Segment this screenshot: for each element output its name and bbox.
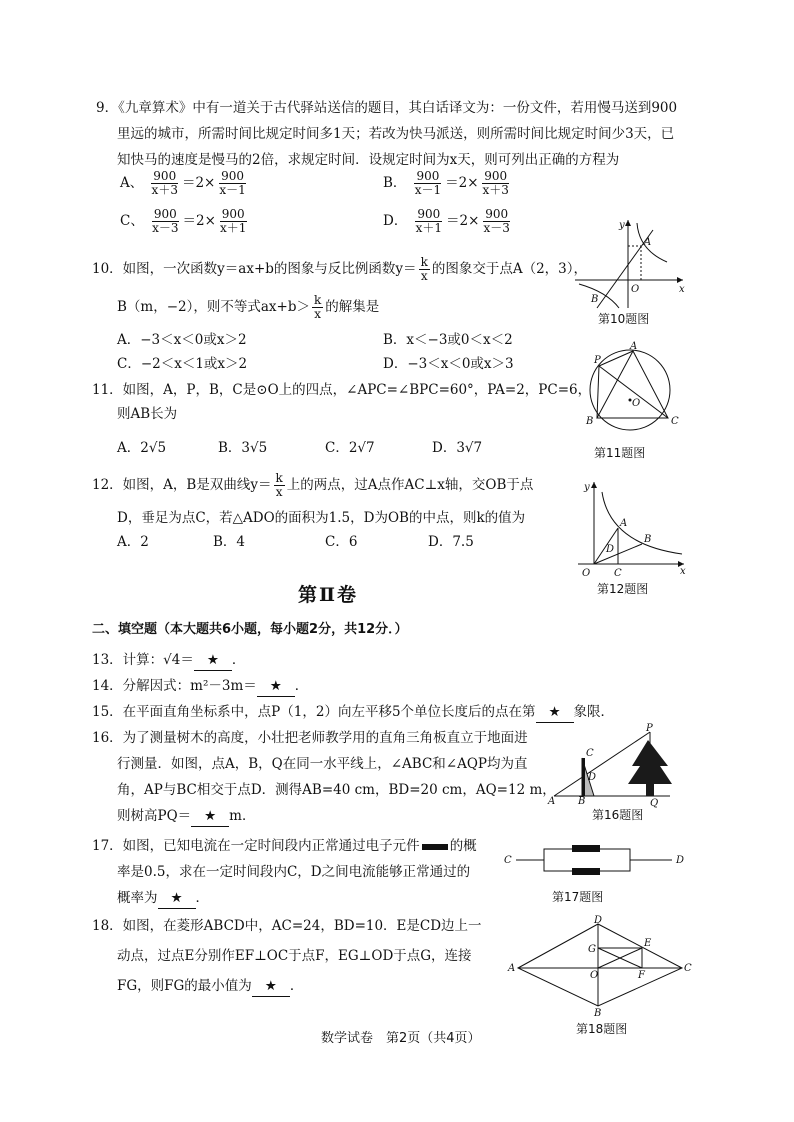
svg-text:A: A: [548, 796, 556, 807]
q12-option-d: D．7.5: [428, 534, 474, 550]
q17-blank: ★: [158, 888, 196, 909]
electronic-component-icon: [422, 844, 448, 850]
svg-text:G: G: [588, 944, 596, 955]
q16-line1: 16．为了测量树木的高度，小壮把老师教学用的直角三角板直立于地面进: [92, 730, 528, 746]
q11-figure: [582, 341, 682, 436]
q11-line2: 则AB长为: [117, 406, 178, 422]
page-footer: 数学试卷 第2页（共4页）: [321, 1031, 481, 1046]
svg-text:y: y: [584, 482, 590, 493]
q11-option-b: B．3√5: [218, 440, 268, 456]
svg-text:C: C: [684, 963, 692, 974]
q10-figure: [575, 218, 685, 310]
q9-option-d: D． $\frac{900}{x+1}$ ＝2× $\frac{900}{x-3}$: [383, 207, 510, 235]
svg-text:y: y: [619, 220, 625, 231]
q11-line1: 11．如图，A，P，B，C是⊙O上的四点，∠APC=∠BPC=60°，PA=2，PC=6，: [92, 382, 592, 398]
q12-figure: [570, 480, 688, 579]
q16-caption: 第16题图: [592, 808, 644, 822]
q14-blank: ★: [257, 676, 295, 697]
svg-text:x: x: [680, 566, 686, 577]
svg-text:P: P: [646, 723, 653, 734]
q12-line2: D，垂足为点C，若△ADO的面积为1.5，D为OB的中点，则k的值为: [117, 510, 526, 526]
svg-text:P: P: [594, 355, 601, 366]
q18-blank: ★: [252, 976, 290, 997]
q18-caption: 第18题图: [576, 1022, 628, 1036]
svg-text:F: F: [638, 970, 645, 981]
svg-text:D: D: [594, 915, 603, 926]
q17-line1: 17．如图，已知电流在一定时间段内正常通过电子元件 的概: [92, 838, 477, 854]
svg-text:A: A: [620, 518, 628, 529]
q10-line1: 10．如图，一次函数y＝ax+b的图象与反比例函数y＝ $\frac{k}{x}$ 的图象交于点A（2，3），: [92, 255, 588, 283]
svg-text:O: O: [582, 568, 591, 579]
q9-line1: 9．《九章算术》中有一道关于古代驿站送信的题目，其白话译文为：一份文件，若用慢马送到900: [96, 100, 678, 116]
svg-text:C: C: [614, 568, 622, 579]
svg-text:E: E: [644, 938, 652, 949]
svg-text:C: C: [504, 855, 512, 866]
q11-caption: 第11题图: [594, 446, 646, 460]
q14: 14．分解因式：m²－3m＝ ★ ．: [92, 676, 308, 697]
q12-option-b: B．4: [213, 534, 246, 550]
svg-text:O: O: [590, 970, 599, 981]
svg-text:B: B: [644, 534, 652, 545]
q18-figure: [506, 915, 692, 1019]
q18-line3: FG，则FG的最小值为 ★ ．: [117, 976, 303, 997]
q9-option-b: B． $\frac{900}{x-1}$ ＝2× $\frac{900}{x+3}$: [383, 169, 509, 197]
q9-line3: 知快马的速度是慢马的2倍，求规定时间．设规定时间为x天，则可列出正确的方程为: [117, 152, 620, 168]
q9-option-c: C、 $\frac{900}{x-3}$ ＝2× $\frac{900}{x+1}$: [120, 207, 247, 235]
q12-option-a: A．2: [117, 534, 149, 550]
q11-option-a: A．2√5: [117, 440, 167, 456]
svg-text:B: B: [591, 294, 599, 305]
svg-text:D: D: [606, 544, 615, 555]
svg-text:x: x: [679, 284, 685, 295]
q10-option-c: C．−2＜x＜1或x＞2: [117, 356, 248, 372]
q10-caption: 第10题图: [598, 312, 650, 326]
q16-line3: 角，AP与BC相交于点D．测得AB=40 cm，BD=20 cm，AQ=12 m，: [117, 782, 556, 798]
section-fill-in: 二、填空题（本大题共6小题，每小题2分，共12分．）: [92, 622, 408, 637]
q11-option-c: C．2√7: [325, 440, 375, 456]
q12-option-c: C．6: [325, 534, 358, 550]
svg-text:D: D: [588, 772, 597, 783]
q13-blank: ★: [194, 650, 232, 671]
q17-line2: 率是0.5，求在一定时间段内C，D之间电流能够正常通过的: [117, 864, 471, 880]
q17-caption: 第17题图: [552, 890, 604, 904]
svg-text:B: B: [594, 1008, 602, 1019]
svg-text:A: A: [644, 237, 652, 248]
svg-text:A: A: [630, 341, 638, 352]
q15-blank: ★: [536, 702, 574, 723]
svg-text:O: O: [632, 398, 641, 409]
svg-text:Q: Q: [650, 798, 659, 809]
q9-line2: 里远的城市，所需时间比规定时间多1天；若改为快马派送，则所需时间比规定时间少3天，已: [117, 126, 675, 142]
q17-circuit-figure: [504, 842, 686, 880]
svg-text:O: O: [631, 284, 640, 295]
q16-figure: [548, 723, 688, 809]
q18-line2: 动点，过点E分别作EF⊥OC于点F，EG⊥OD于点G，连接: [117, 948, 472, 964]
q12-caption: 第12题图: [597, 582, 649, 596]
q18-line1: 18．如图，在菱形ABCD中，AC=24，BD=10．E是CD边上一: [92, 918, 482, 934]
svg-text:D: D: [676, 855, 685, 866]
q10-option-a: A．−3＜x＜0或x＞2: [117, 332, 247, 348]
q17-line3: 概率为 ★ ．: [117, 888, 209, 909]
q10-line2: B（m，−2），则不等式ax+b＞ $\frac{k}{x}$ 的解集是: [117, 293, 380, 321]
svg-text:B: B: [586, 416, 594, 427]
q10-option-d: D．−3＜x＜0或x＞3: [383, 356, 514, 372]
q12-line1: 12．如图，A，B是双曲线y＝ $\frac{k}{x}$ 上的两点，过A点作AC⊥x轴，交OB于点: [92, 471, 534, 499]
svg-text:B: B: [578, 796, 586, 807]
q16-blank: ★: [191, 806, 229, 827]
q11-option-d: D．3√7: [432, 440, 483, 456]
q16-line2: 行测量．如图，点A，B，Q在同一水平线上，∠ABC和∠AQP均为直: [117, 756, 528, 772]
svg-text:C: C: [671, 416, 679, 427]
q13: 13．计算：√4＝ ★ ．: [92, 650, 245, 671]
q10-option-b: B．x＜−3或0＜x＜2: [383, 332, 513, 348]
part2-title: 第Ⅱ卷: [298, 584, 359, 606]
q15: 15．在平面直角坐标系中，点P（1，2）向左平移5个单位长度后的点在第 ★ 象限．: [92, 702, 614, 723]
q16-line4: 则树高PQ＝ ★ m．: [117, 806, 255, 827]
svg-text:A: A: [508, 963, 516, 974]
q9-option-a: A、 $\frac{900}{x+3}$ ＝2× $\frac{900}{x-1}$: [120, 169, 246, 197]
svg-text:C: C: [586, 748, 594, 759]
